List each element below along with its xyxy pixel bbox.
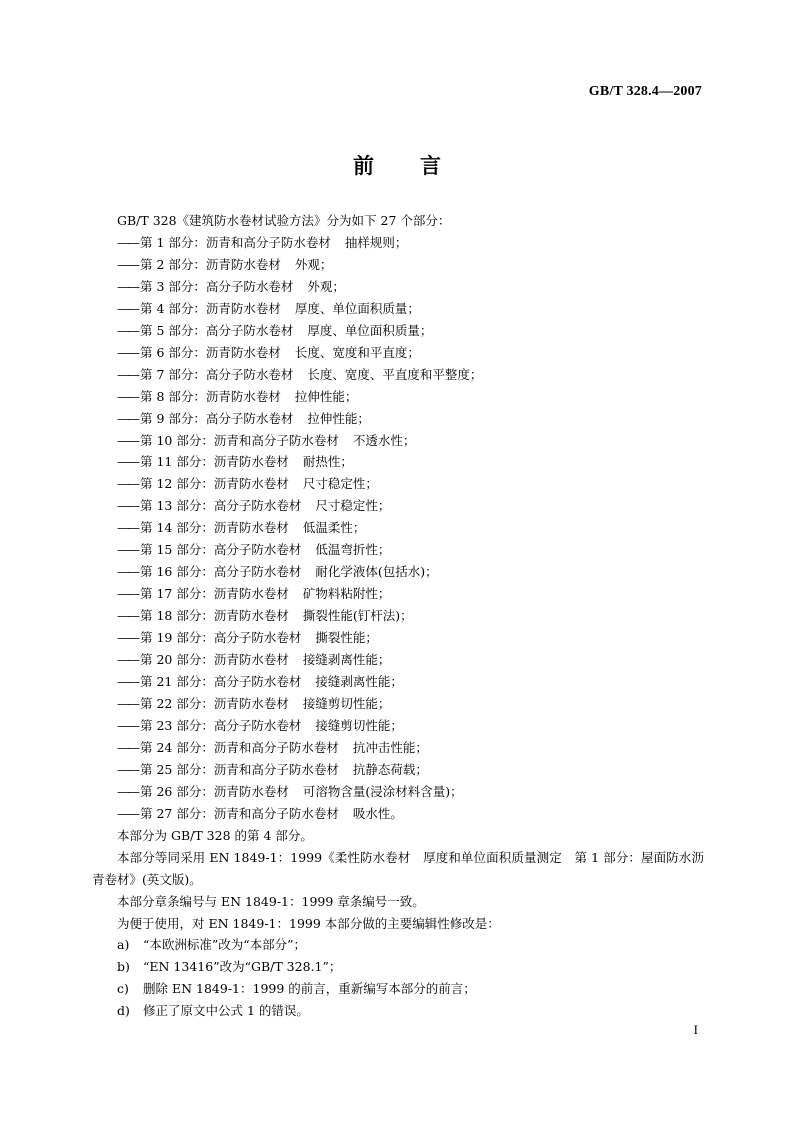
part-topic: 抽样规则；	[344, 234, 408, 250]
title-char: 前	[353, 154, 374, 178]
list-item	[92, 583, 704, 605]
list-item	[92, 715, 704, 737]
dash-marker: ——	[117, 652, 138, 668]
list-item	[92, 364, 704, 386]
list-item	[92, 473, 704, 495]
list-item	[92, 386, 704, 408]
part-label: 第 22 部分：沥青防水卷材	[140, 695, 289, 711]
list-item	[92, 495, 704, 517]
parts-list	[92, 232, 704, 825]
part-topic: 尺寸稳定性；	[302, 476, 378, 492]
dash-marker: ——	[117, 520, 138, 536]
part-topic: 耐化学液体(包括水)；	[315, 564, 438, 580]
part-label: 第 4 部分：沥青防水卷材	[140, 300, 281, 316]
part-label: 第 27 部分：沥青和高分子防水卷材	[140, 805, 339, 821]
body-paragraph: 本部分为 GB/T 328 的第 4 部分。	[117, 827, 313, 843]
list-item	[92, 232, 704, 254]
list-item	[92, 605, 704, 627]
list-item	[92, 737, 704, 759]
list-item	[92, 342, 704, 364]
part-topic: 接缝剪切性能；	[302, 695, 391, 711]
document-body	[92, 210, 704, 1022]
part-topic: 拉伸性能；	[307, 410, 370, 426]
change-text: “EN 13416”改为“GB/T 328.1”；	[143, 959, 342, 975]
list-item	[92, 803, 704, 825]
part-label: 第 17 部分：沥青防水卷材	[140, 586, 289, 602]
part-topic: 低温弯折性；	[315, 542, 391, 558]
part-topic: 外观；	[307, 278, 345, 294]
list-item	[92, 451, 704, 473]
dash-marker: ——	[117, 674, 138, 690]
part-topic: 可溶物含量(浸涂材料含量)；	[302, 783, 463, 799]
body-paragraph: 为便于使用，对 EN 1849-1：1999 本部分做的主要编辑性修改是：	[117, 915, 500, 931]
part-topic: 低温柔性；	[302, 520, 366, 536]
part-topic: 长度、宽度和平直度；	[294, 344, 420, 360]
list-item	[92, 430, 704, 452]
part-label: 第 12 部分：沥青防水卷材	[140, 476, 289, 492]
list-item	[92, 956, 704, 978]
part-topic: 接缝剪切性能；	[315, 717, 403, 733]
part-label: 第 25 部分：沥青和高分子防水卷材	[140, 761, 339, 777]
part-label: 第 6 部分：沥青防水卷材	[140, 344, 281, 360]
list-item	[92, 408, 704, 430]
page-title	[0, 150, 794, 180]
title-char: 言	[420, 154, 441, 178]
dash-marker: ——	[117, 630, 138, 646]
list-item	[92, 276, 704, 298]
list-marker: d)	[117, 1003, 130, 1019]
dash-marker: ——	[117, 300, 138, 316]
changes-list	[92, 934, 704, 1022]
dash-marker: ——	[117, 432, 138, 448]
part-topic: 外观；	[294, 256, 333, 272]
part-topic: 拉伸性能；	[294, 388, 358, 404]
part-label: 第 2 部分：沥青防水卷材	[140, 256, 281, 272]
dash-marker: ——	[117, 366, 138, 382]
change-text: 删除 EN 1849-1：1999 的前言，重新编写本部分的前言；	[143, 981, 476, 997]
part-topic: 厚度、单位面积质量；	[307, 322, 433, 338]
part-label: 第 3 部分：高分子防水卷材	[140, 278, 294, 294]
list-item	[92, 539, 704, 561]
part-label: 第 9 部分：高分子防水卷材	[140, 410, 294, 426]
part-topic: 撕裂性能(钉杆法)；	[302, 608, 413, 624]
dash-marker: ——	[117, 476, 138, 492]
dash-marker: ——	[117, 783, 138, 799]
list-item	[92, 1000, 704, 1022]
part-label: 第 13 部分：高分子防水卷材	[140, 498, 302, 514]
part-label: 第 24 部分：沥青和高分子防水卷材	[140, 739, 339, 755]
part-topic: 不透水性；	[352, 432, 416, 448]
dash-marker: ——	[117, 454, 138, 470]
part-topic: 尺寸稳定性；	[315, 498, 391, 514]
part-topic: 接缝剥离性能；	[315, 674, 403, 690]
dash-marker: ——	[117, 410, 138, 426]
part-label: 第 14 部分：沥青防水卷材	[140, 520, 289, 536]
part-topic: 吸水性。	[352, 805, 403, 821]
part-label: 第 26 部分：沥青防水卷材	[140, 783, 289, 799]
dash-marker: ——	[117, 542, 138, 558]
part-label: 第 23 部分：高分子防水卷材	[140, 717, 302, 733]
dash-marker: ——	[117, 498, 138, 514]
part-label: 第 8 部分：沥青防水卷材	[140, 388, 281, 404]
intro-paragraph: GB/T 328《建筑防水卷材试验方法》分为如下 27 个部分：	[117, 213, 451, 228]
part-label: 第 7 部分：高分子防水卷材	[140, 366, 294, 382]
part-label: 第 15 部分：高分子防水卷材	[140, 542, 302, 558]
part-label: 第 16 部分：高分子防水卷材	[140, 564, 302, 580]
part-topic: 矿物料粘附性；	[302, 586, 391, 602]
part-label: 第 5 部分：高分子防水卷材	[140, 322, 294, 338]
dash-marker: ——	[117, 717, 138, 733]
list-item	[92, 627, 704, 649]
list-item	[92, 649, 704, 671]
change-text: 修正了原文中公式 1 的错误。	[143, 1003, 309, 1019]
dash-marker: ——	[117, 322, 138, 338]
list-item	[92, 254, 704, 276]
list-item	[92, 671, 704, 693]
part-label: 第 19 部分：高分子防水卷材	[140, 630, 302, 646]
body-paragraph: 本部分等同采用 EN 1849-1：1999《柔性防水卷材 厚度和单位面积质量测定 第 1 部分：屋面防水沥青卷材》(英文版)。	[92, 849, 704, 887]
list-marker: c)	[117, 981, 129, 997]
part-topic: 耐热性；	[302, 454, 353, 470]
dash-marker: ——	[117, 344, 138, 360]
list-item	[92, 934, 704, 956]
part-topic: 抗静态荷载；	[352, 761, 428, 777]
part-label: 第 11 部分：沥青防水卷材	[140, 454, 289, 470]
list-item	[92, 320, 704, 342]
list-item	[92, 693, 704, 715]
dash-marker: ——	[117, 278, 138, 294]
part-topic: 接缝剥离性能；	[302, 652, 391, 668]
list-item	[92, 978, 704, 1000]
list-marker: a)	[117, 937, 130, 953]
list-item	[92, 561, 704, 583]
list-item	[92, 759, 704, 781]
part-label: 第 18 部分：沥青防水卷材	[140, 608, 289, 624]
body-paragraph: 本部分章条编号与 EN 1849-1：1999 章条编号一致。	[117, 893, 425, 909]
list-item	[92, 517, 704, 539]
list-item	[92, 781, 704, 803]
dash-marker: ——	[117, 761, 138, 777]
part-topic: 厚度、单位面积质量；	[294, 300, 420, 316]
dash-marker: ——	[117, 564, 138, 580]
part-topic: 抗冲击性能；	[352, 739, 428, 755]
dash-marker: ——	[117, 256, 138, 272]
dash-marker: ——	[117, 234, 138, 250]
dash-marker: ——	[117, 739, 138, 755]
part-label: 第 20 部分：沥青防水卷材	[140, 652, 289, 668]
change-text: “本欧洲标准”改为“本部分”；	[143, 937, 307, 953]
part-topic: 撕裂性能；	[315, 630, 378, 646]
list-marker: b)	[117, 959, 130, 975]
page-number: I	[693, 1022, 698, 1037]
dash-marker: ——	[117, 388, 138, 404]
list-item	[92, 298, 704, 320]
document-code: GB/T 328.4—2007	[588, 84, 702, 99]
dash-marker: ——	[117, 586, 138, 602]
dash-marker: ——	[117, 695, 138, 711]
part-label: 第 10 部分：沥青和高分子防水卷材	[140, 432, 339, 448]
dash-marker: ——	[117, 805, 138, 821]
dash-marker: ——	[117, 608, 138, 624]
part-label: 第 21 部分：高分子防水卷材	[140, 674, 302, 690]
part-label: 第 1 部分：沥青和高分子防水卷材	[140, 234, 331, 250]
part-topic: 长度、宽度、平直度和平整度；	[307, 366, 483, 382]
